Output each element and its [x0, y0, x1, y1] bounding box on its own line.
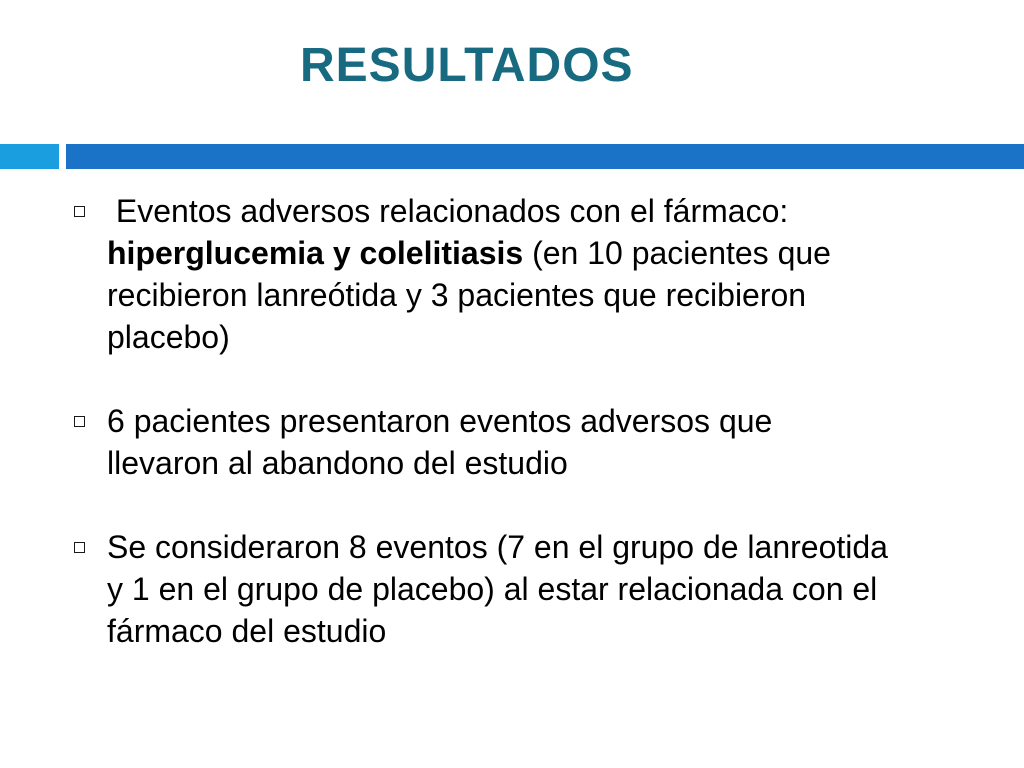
bullet-1-text-after: (en 10 pacientes que recibieron lanreótida y 3 pacientes que recibieron placebo)	[107, 235, 840, 355]
bullet-list	[72, 190, 892, 652]
bullet-1-text-before: Eventos adversos relacionados con el fármaco:	[107, 193, 798, 229]
bullet-1-text-bold: hiperglucemia y colelitiasis	[107, 235, 524, 271]
hollow-square-bullet-icon	[74, 206, 85, 217]
bullet-2-text: 6 pacientes presentaron eventos adversos que llevaron al abandono del estudio	[107, 403, 773, 481]
bullet-item-1	[72, 190, 892, 358]
hollow-square-bullet-icon	[74, 542, 85, 553]
bullet-3-text: Se consideraron 8 eventos (7 en el grupo de lanreotida y 1 en el grupo de placebo) al estar relacionada con el fármaco del estudio	[107, 529, 888, 649]
bullet-item-2	[72, 400, 892, 484]
bullet-item-3	[72, 526, 892, 652]
header-accent-bar-left	[0, 144, 59, 169]
hollow-square-bullet-icon	[74, 416, 85, 427]
slide-title: RESULTADOS	[300, 39, 634, 92]
header-accent-bar-right	[66, 144, 1024, 169]
bullet-1-text	[107, 193, 840, 355]
